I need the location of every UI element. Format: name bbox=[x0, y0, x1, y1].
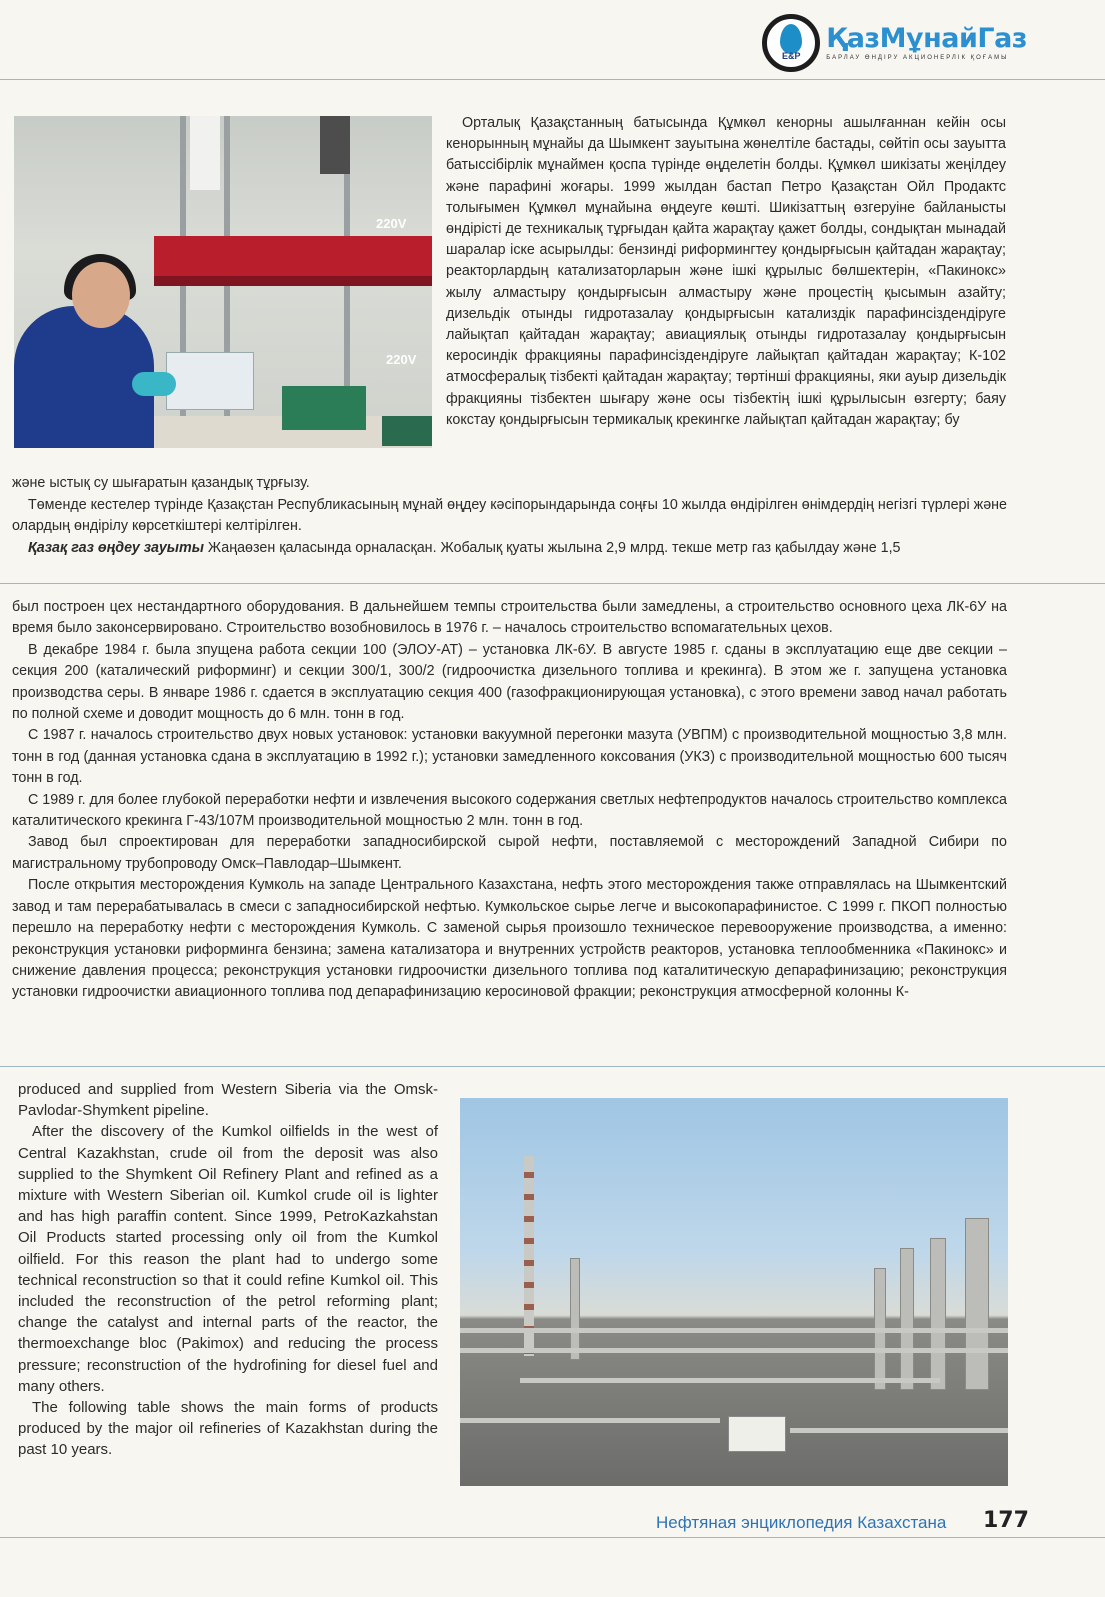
kazakh-paragraph: Төменде кестелер түрінде Қазақстан Республикасының мұнай өңдеу кәсіпорындарында соңғы 10 жылда өндірілген өнімдердің негізгі түрлері және олардың өндірілу көрсеткіштері келтірілген. bbox=[12, 497, 1007, 535]
kazmunaigas-logo bbox=[762, 14, 1027, 72]
english-paragraph: The following table shows the main forms of products produced by the major oil refineries of Kazakhstan during the past 10 years. bbox=[18, 1399, 438, 1459]
voltage-label: 220V bbox=[376, 216, 407, 231]
kazakh-text-column bbox=[446, 113, 1006, 431]
logo-name: ҚазМұнайГаз bbox=[826, 23, 1027, 54]
kazakh-bold-term: Қазақ газ өңдеу зауыты bbox=[28, 540, 204, 556]
english-paragraph: produced and supplied from Western Siberia via the Omsk-Pavlodar-Shymkent pipeline. bbox=[18, 1081, 438, 1120]
english-text-column bbox=[18, 1079, 438, 1461]
russian-paragraph: Завод был спроектирован для переработки западносибирской сырой нефти, поставляемой с месторождений Западной Сибири по магистральному трубопроводу Омск–Павлодар–Шымкент. bbox=[12, 834, 1007, 872]
header-divider bbox=[0, 79, 1105, 80]
russian-paragraph: С 1989 г. для более глубокой переработки нефти и извлечения высокого содержания светлых нефтепродуктов началось строительство комплекса каталитического крекинга Г-43/107М производительной мощностью 2 млн. тонн в год. bbox=[12, 791, 1007, 830]
russian-paragraph: После открытия месторождения Кумколь на западе Центрального Казахстана, нефть этого месторождения также отправлялась на Шымкентский завод и там перерабатывалась в смеси с западносибирской нефтью. Кумкольское сырье легче и высокопарафинистое. С 1999 г. ПКОП полностью перешло на переработку нефти с месторождения Кумколь. С заменой сырья произошло техническое перевооружение производства, а именно: реконструкция установки риформинга бензина; замена катализатора и внутренних устройств реакторов, установка теплообменника «Пакинокс» и снижение давления процесса; реконструкция установки гидроочистки дизельного топлива под каталитическую депарафинизацию; реконструкция установки гидроочистки авиационного топлива под депарафинизацию керосиновой фракции; реконструкция атмосферной колонны К- bbox=[12, 877, 1007, 1001]
page-number: 177 bbox=[983, 1508, 1029, 1533]
russian-paragraph: С 1987 г. началось строительство двух новых установок: установки вакуумной перегонки мазута (УВПМ) с производительной мощностью 3,8 млн. тонн в год (данная установка сдана в эксплуатацию в 1992 г.); установки замедленного коксования (УКЗ) с производительной мощностью 600 тысяч тонн в год. bbox=[12, 727, 1007, 787]
logo-drop-icon bbox=[762, 14, 820, 72]
section-divider bbox=[0, 583, 1105, 584]
russian-text-block bbox=[12, 597, 1007, 1004]
footer-divider bbox=[0, 1537, 1105, 1538]
laboratory-photo bbox=[14, 116, 432, 448]
refinery-photo bbox=[460, 1098, 1008, 1486]
kazakh-paragraph: Қазақ газ өңдеу зауыты Жаңаөзен қаласында орналасқан. Жобалық қуаты жылына 2,9 млрд. текше метр газ қабылдау және 1,5 bbox=[28, 540, 901, 556]
footer-title: Нефтяная энциклопедия Казахстана bbox=[656, 1513, 947, 1532]
logo-ep-label: E&P bbox=[782, 51, 801, 61]
kazakh-paragraph: Орталық Қазақстанның батысында Құмкөл кенорны ашылғаннан кейін осы кенорынның мұнайы да Шымкент зауытына жөнелтіле бастады, сөйтіп осы зауытта батыссібірлік мұнаймен қоспа түрінде өңделетін болды. Құмкөл шикізаты жеңілдеу және парафині жоғары. 1999 жылдан бастап Петро Қазақстан Ойл Продактс толығымен Құмкөл мұнайына өңдеуге көшті. Шикізаттың өзгеруіне байланысты өндірісті де техникалық тұрғыдан қайта жарақтау қажет болды, сондықтан мынадай шаралар іске асырылды: бензинді риформингтеу қондырғысын қайтадан жарақтау; реакторлардың катализаторларын және ішкі құрылыс бөлшектерін, «Пакинокс» жылу алмастыру қондырғысын алмастыру және процестің қысымын азайту; дизельдік отынды гидротазалау қондырғысын катализдік парафинсіздендіруге лайықтап қайтадан жарақтау; авиациялық отынды гидротазалау қондырғысын керосиндік фракцияны парафинсіздендіруге лайықтап қайтадан жарақтау; К-102 атмосфералық тізбекті қайтадан жарақтау; төртінші фракцияны, яки ауыр дизельдік фракцияны тізбектен шығару және осы тізбектің ішкі құрылысын өзгерту; баяу кокстау қондырғысын термикалық крекингке лайықтап қайтадан жарақтау; бу bbox=[446, 115, 1006, 428]
russian-paragraph: В декабре 1984 г. была зпущена работа секции 100 (ЭЛОУ-АТ) – установка ЛК-6У. В августе 1985 г. сданы в эксплуатацию еще две секции – секция 200 (каталический риформинг) и секции 300/1, 300/2 (гидроочистка дизельного топлива и крекинга). В этом же г. запущена установка производства серы. В январе 1986 г. сдается в эксплуатацию секция 400 (газофракционирующая установка), с этого времени завод начал работать по полной схеме и доводит мощность до 6 млн. тонн в год. bbox=[12, 641, 1007, 723]
section-divider bbox=[0, 1066, 1105, 1067]
kazakh-paragraph-continuation: және ыстық су шығаратын қазандық тұрғызу. bbox=[12, 475, 310, 491]
logo-subtitle: БАРЛАУ ӨНДІРУ АКЦИОНЕРЛІК ҚОҒАМЫ bbox=[826, 55, 1009, 61]
english-paragraph: After the discovery of the Kumkol oilfields in the west of Central Kazakhstan, crude oil from the deposit was also supplied to the Shymkent Oil Refinery Plant and refined as a mixture with Western Siberian oil. Kumkol crude oil is lighter and has high paraffin content. Since 1999, PetroKazkahstan Oil Products started processing only oil from the Kumkol oilfield. For this reason the plant had to undergo some technical reconstruction so that it could refine Kumkol oil. This included the reconstruction of the petrol reforming plant; change the catalyst and internal parts of the reactor, the thermoexchange bloc (Pakimox) and reducing the process pressure; reconstruction of the hydrofining for diesel fuel and many others. bbox=[18, 1123, 438, 1395]
russian-paragraph: был построен цех нестандартного оборудования. В дальнейшем темпы строительства были замедлены, а строительство основного цеха ЛК-6У на время было законсервировано. Строительство возобновилось в 1976 г. – началось строительство вспомагательных цехов. bbox=[12, 599, 1007, 637]
voltage-label: 220V bbox=[386, 352, 417, 367]
